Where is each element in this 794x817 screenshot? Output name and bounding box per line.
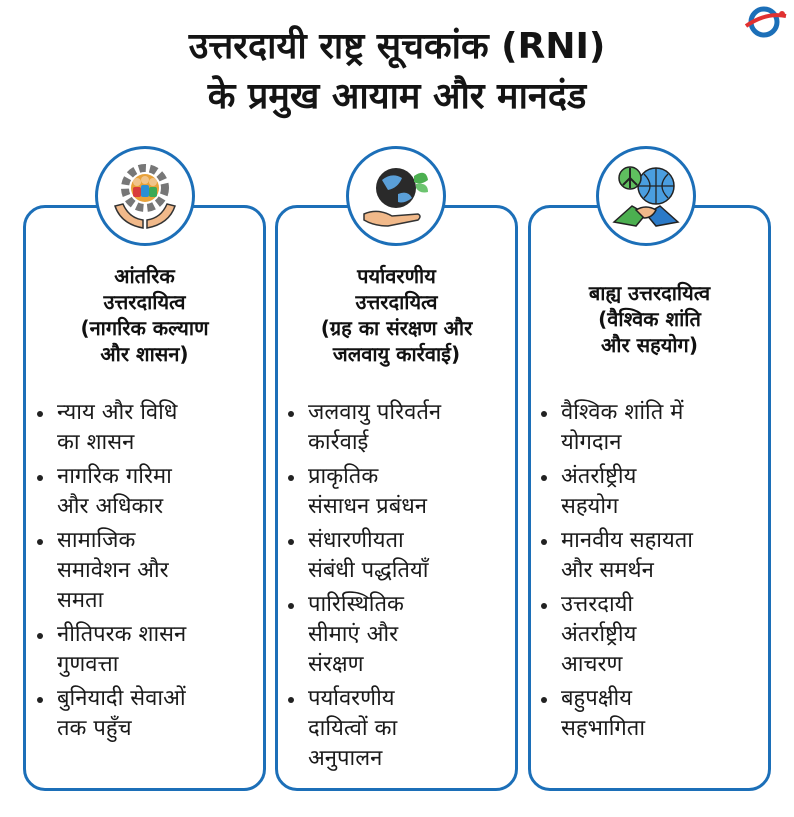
heading-line: आंतरिक [114,264,175,288]
heading-line: और शासन) [100,342,189,366]
title-line-1: उत्तरदायी राष्ट्र सूचकांक (RNI) [188,26,606,67]
list-external [539,398,769,748]
list-item: नीतिपरक शासन गुणवत्ता [35,620,263,680]
list-item: उत्तरदायी अंतर्राष्ट्रीय आचरण [539,590,769,680]
heading-line: पर्यावरणीय [357,264,436,288]
heading-line: (ग्रह का संरक्षण और [320,316,473,340]
list-item: बुनियादी सेवाओं तक पहुँच [35,684,263,744]
page-title [0,22,794,122]
title-line-2: के प्रमुख आयाम और मानदंड [207,76,587,117]
list-item: जलवायु परिवर्तन कार्रवाई [286,398,516,458]
list-item: न्याय और विधि का शासन [35,398,263,458]
list-item: सामाजिक समावेशन और समता [35,526,263,616]
list-item: पर्यावरणीय दायित्वों का अनुपालन [286,684,516,774]
heading-line: (नागरिक कल्याण [80,316,209,340]
globe-hand-leaf-icon [346,146,446,246]
heading-external [528,280,771,358]
list-item: पारिस्थितिक सीमाएं और संरक्षण [286,590,516,680]
heading-line: और सहयोग) [601,333,698,357]
heading-line: उत्तरदायित्व [355,290,438,314]
list-item: प्राकृतिक संसाधन प्रबंधन [286,462,516,522]
list-item: वैश्विक शांति में योगदान [539,398,769,458]
list-item: मानवीय सहायता और समर्थन [539,526,769,586]
heading-line: बाह्य उत्तरदायित्व [588,281,711,305]
list-environmental [286,398,516,778]
heading-line: उत्तरदायित्व [103,290,186,314]
peace-globe-handshake-icon [596,146,696,246]
list-item: संधारणीयता संबंधी पद्धतियाँ [286,526,516,586]
heading-line: जलवायु कार्रवाई) [332,342,461,366]
heading-internal [23,263,266,367]
heading-environmental [275,263,518,367]
heading-line: (वैश्विक शांति [598,307,701,331]
list-item: बहुपक्षीय सहभागिता [539,684,769,744]
list-item: नागरिक गरिमा और अधिकार [35,462,263,522]
list-item: अंतर्राष्ट्रीय सहयोग [539,462,769,522]
people-gear-hands-icon [95,146,195,246]
list-internal [35,398,263,748]
